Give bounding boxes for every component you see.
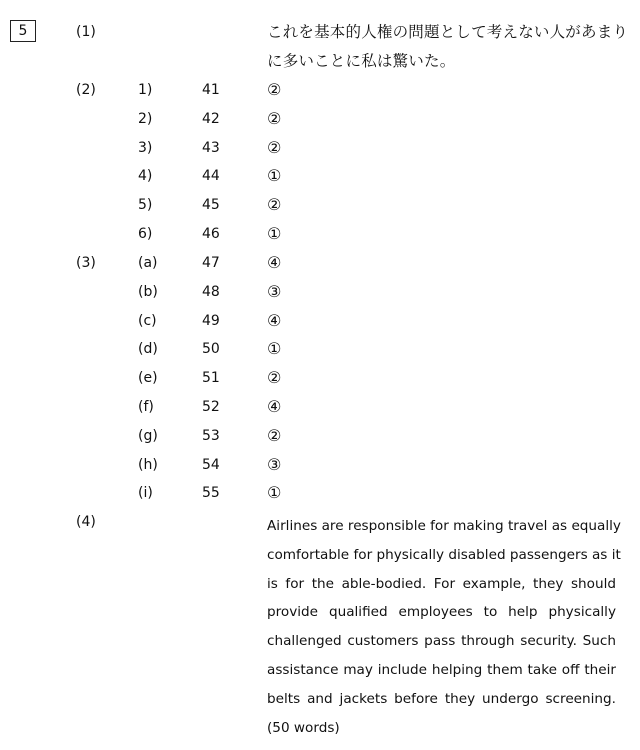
part1-answer-line-1: これを基本的人権の問題として考えない人があまり — [267, 23, 629, 41]
answer-number: 50 — [202, 341, 220, 358]
sub-question-label: 4) — [138, 168, 153, 185]
answer-choice: ② — [267, 368, 282, 388]
sub-question-label: (i) — [138, 485, 153, 502]
essay-line: challenged customers pass through security. Such — [267, 633, 616, 650]
essay-line: comfortable for physically disabled passengers as it — [267, 546, 621, 563]
sub-question-label: (a) — [138, 255, 158, 271]
sub-question-label: (g) — [138, 427, 158, 444]
sub-question-label: (e) — [138, 370, 158, 387]
answer-choice: ② — [267, 425, 282, 445]
answer-choice: ① — [267, 166, 282, 186]
sub-question-label: (h) — [138, 456, 158, 473]
answer-number: 49 — [202, 312, 220, 329]
answer-choice: ③ — [267, 454, 282, 474]
essay-word-count: (50 words) — [267, 719, 340, 736]
answer-number: 46 — [202, 226, 220, 242]
answer-number: 45 — [202, 197, 220, 214]
answer-choice: ② — [267, 137, 282, 157]
sub-question-label: (f) — [138, 399, 154, 415]
answer-number: 51 — [202, 370, 220, 387]
answer-number: 43 — [202, 139, 220, 156]
answer-choice: ④ — [267, 253, 282, 272]
sub-question-label: (b) — [138, 283, 158, 300]
answer-choice: ① — [267, 483, 282, 503]
answer-choice: ③ — [267, 281, 282, 301]
answer-number: 42 — [202, 110, 220, 127]
essay-line: Airlines are responsible for making travel as equally — [267, 518, 621, 534]
part2-label: (2) — [76, 82, 96, 98]
essay-line: assistance may include helping them take off their — [267, 661, 616, 678]
answer-number: 54 — [202, 456, 220, 473]
answer-number: 52 — [202, 399, 220, 415]
part3-label: (3) — [76, 255, 96, 271]
answer-choice: ④ — [267, 310, 282, 330]
answer-choice: ④ — [267, 397, 282, 416]
answer-number: 41 — [202, 82, 220, 98]
answer-number: 44 — [202, 168, 220, 185]
answer-number: 55 — [202, 485, 220, 502]
sub-question-label: 2) — [138, 110, 153, 127]
answer-choice: ① — [267, 339, 282, 359]
part4-essay — [267, 512, 621, 742]
answer-choice: ② — [267, 80, 282, 99]
answer-choice: ② — [267, 108, 282, 128]
answer-choice: ② — [267, 195, 282, 215]
answer-number: 48 — [202, 283, 220, 300]
sub-question-label: 6) — [138, 226, 153, 242]
part1-answer-line-2: に多いことに私は驚いた。 — [267, 52, 456, 70]
sub-question-label: (d) — [138, 341, 158, 358]
part4-label: (4) — [76, 514, 96, 530]
sub-question-label: 3) — [138, 139, 153, 156]
essay-line: belts and jackets before they undergo screening. — [267, 690, 616, 707]
part1-label: (1) — [76, 24, 96, 40]
sub-question-label: (c) — [138, 312, 157, 329]
answer-number: 47 — [202, 255, 220, 271]
sub-question-label: 5) — [138, 197, 153, 214]
question-number-box: 5 — [10, 20, 36, 42]
essay-line: provide qualified employees to help physically — [267, 604, 616, 621]
answer-choice: ① — [267, 224, 282, 243]
essay-line: is for the able-bodied. For example, they should — [267, 575, 616, 592]
sub-question-label: 1) — [138, 82, 153, 98]
answer-number: 53 — [202, 427, 220, 444]
